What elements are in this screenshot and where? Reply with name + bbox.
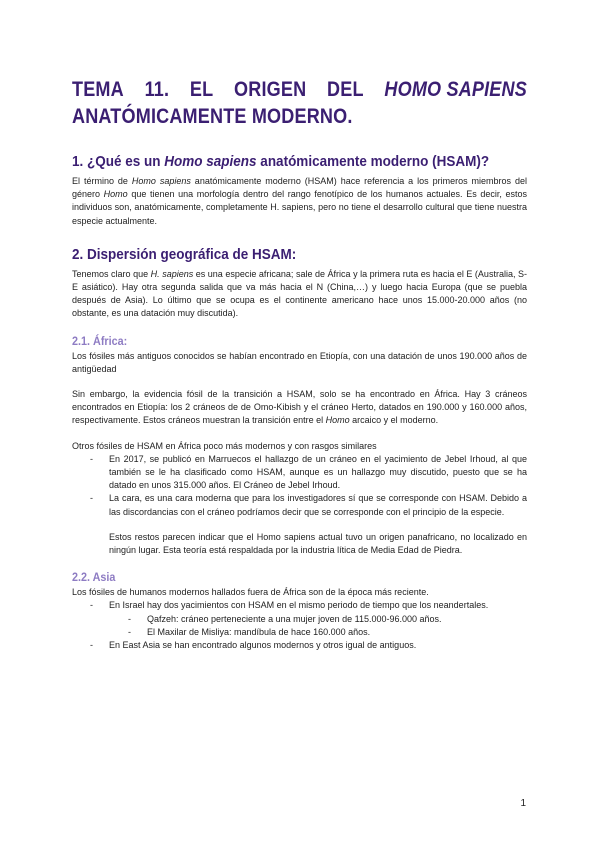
italic-run: H. sapiens (150, 268, 194, 279)
page-content (72, 76, 527, 652)
africa-paragraph-2 (72, 388, 527, 428)
sub-list-item (72, 613, 527, 626)
section-2-1-heading: 2.1. África: (72, 333, 128, 348)
list-item-text: En East Asia se han encontrado algunos modernos y otros igual de antiguos. (109, 640, 417, 651)
africa-list (72, 453, 527, 519)
list-item-text: El Maxilar de Misliya: mandíbula de hace 160.000 años. (147, 626, 371, 637)
africa-paragraph-3: Otros fósiles de HSAM en África poco más modernos y con rasgos similares (72, 440, 377, 451)
section-2-heading: 2. Dispersión geográfica de HSAM: (72, 245, 297, 263)
page-number: 1 (520, 798, 526, 809)
list-item (72, 492, 527, 518)
africa-paragraph-1: Los fósiles más antiguos conocidos se habían encontrado en Etiopía, con una datación de unos 190.000 años de antigüedad (72, 350, 527, 374)
bullet-dash: - (128, 613, 131, 624)
title-line-1 (72, 76, 527, 103)
bullet-dash: - (128, 626, 131, 637)
heading-text: 1. ¿Qué es un (72, 153, 165, 170)
title-species: HOMO SAPIENS (384, 78, 527, 101)
italic-run: Homo (325, 415, 350, 426)
text-run: Sin embargo, la evidencia fósil de la transición a HSAM, solo se ha encontrado en África. Hay 3 cráneos encontrados en Etiopía: los 2 cráneos de de Omo-Kibish y el cráneo Herto, datados en 190.000 y 160.000 años, respectivamente. Estos cráneos muestran la transición entre el (72, 389, 527, 426)
text-run: es una especie africana; sale de África y la primera ruta es hacia el E (Australia, S-E asiático). Hay otra segunda salida que va más hacia el N (China,…) y luego hacia Europa (que se puebla después de Asia). Lo último que se ocupa es el continente americano hace unos 15.000-20.000 años (no obstante, es una datación muy discutida). (72, 268, 527, 319)
title-word: DEL (327, 78, 364, 101)
bullet-dash: - (90, 640, 93, 651)
asia-paragraph: Los fósiles de humanos modernos hallados fuera de África son de la época más reciente. (72, 587, 429, 598)
section-2-paragraph (72, 268, 527, 321)
section-1-paragraph (72, 175, 527, 228)
list-item-text: Qafzeh: cráneo perteneciente a una mujer joven de 115.000-96.000 años. (147, 613, 442, 624)
text-run: arcaico y el moderno. (349, 415, 439, 426)
africa-conclusion: Estos restos parecen indicar que el Homo sapiens actual tuvo un origen panafricano, no localizado en ningún lugar. Esta teoría está respaldada por la industria lítica de Media Edad de Piedra. (109, 531, 527, 556)
section-1-heading (72, 152, 490, 171)
italic-run: Homo (103, 189, 128, 200)
sub-list-item (72, 626, 527, 639)
list-item (72, 599, 527, 612)
list-item-text: En 2017, se publicó en Marruecos el hallazgo de un cráneo en el yacimiento de Jebel Irhoud, al que también se le ha clasificado como HSAM, aunque es un hallazgo muy discutido, puesto que se ha datado en unos 315.000 años. El Cráneo de Jebel Irhoud. (109, 453, 527, 491)
title-word: 11. (144, 78, 170, 101)
text-run: El término de (72, 176, 132, 186)
section-2-2-heading: 2.2. Asia (72, 570, 116, 585)
heading-text: anatómicamente moderno (HSAM)? (256, 153, 490, 170)
heading-italic: Homo sapiens (164, 153, 257, 170)
list-item (72, 453, 527, 493)
text-run: Tenemos claro que (72, 268, 151, 279)
title-word: ORIGEN (234, 78, 307, 101)
title-word: EL (189, 78, 214, 101)
list-item-text: La cara, es una cara moderna que para los investigadores sí que se corresponde con HSAM. Debido a las discordancias con el cráneo podríamos decir que se corresponde con el principio de la especie. (109, 493, 527, 517)
italic-run: Homo sapiens (131, 176, 191, 186)
list-item (72, 639, 527, 652)
text-run: anatómicamente moderno (HSAM) hace referencia a los primeros miembros del género (72, 176, 527, 200)
asia-list (72, 599, 527, 652)
text-run: que tienen una morfología dentro del rango fenotípico de los humanos actuales. Es decir, estos individuos son, anatómicamente, completamente H. sapiens, pero no tiene el desarrollo cultural que tiene nuestra especie actualmente. (72, 189, 527, 226)
bullet-dash: - (90, 600, 93, 611)
title-line-2: ANATÓMICAMENTE MODERNO. (72, 105, 353, 128)
bullet-dash: - (90, 493, 93, 504)
bullet-dash: - (90, 453, 93, 464)
document-title (72, 76, 527, 130)
list-item-text: En Israel hay dos yacimientos con HSAM en el mismo periodo de tiempo que los neandertales. (109, 600, 489, 611)
title-word: TEMA (72, 78, 124, 101)
